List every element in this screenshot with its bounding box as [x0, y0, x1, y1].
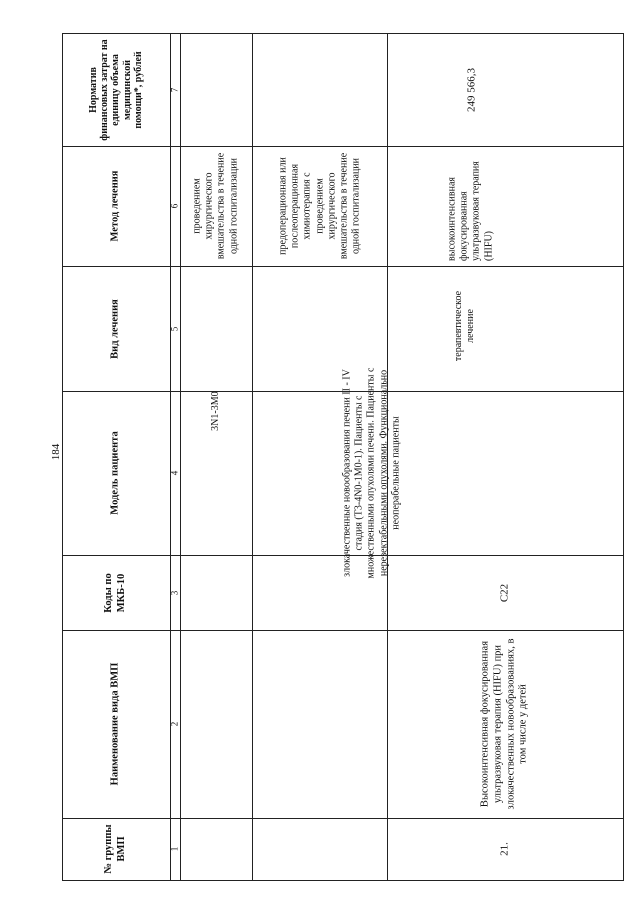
row2-method: предоперационная или послеоперационная химиотерапия с проведением хирургического вмешательства в течение одной госпитализации [276, 152, 361, 260]
col-number-6: 6 [169, 203, 180, 209]
header-method: Метод лечения [109, 170, 121, 242]
header-name: Наименование вида ВМП [109, 662, 121, 786]
row3-cost: 249 566,3 [465, 67, 478, 112]
page-number: 184 [50, 443, 62, 461]
row1-method: проведением хирургического вмешательства в течение одной госпитализации [191, 152, 240, 260]
row3-treatment: терапевтическое лечение [452, 290, 476, 362]
col-number-3: 3 [169, 590, 180, 595]
row3-codes: C22 [498, 583, 511, 602]
row3-model: злокачественные новообразования печени II - IV стадия (T3-4N0-1M0-1). Пациенты с множественными опухолями печени. Пациенты с нерезектабельными опухолями. Функционально неоперабельные пациенты [341, 367, 402, 579]
row3-group: 21. [498, 842, 511, 856]
vmp-table [62, 33, 624, 881]
header-group: № группы ВМП [103, 824, 127, 874]
row3-name: Высокоинтенсивная фокусированная ультразвуковая терапия (HIFU) при злокачественных новообразованиях, в том числе у детей [479, 638, 529, 810]
header-cost: Норматив финансовых затрат на единицу объема медицинской помощи*, рублей [88, 38, 144, 141]
row1-model: 3N1-3M0 [209, 391, 221, 431]
header-treatment: Вид лечения [109, 298, 121, 359]
col-number-2: 2 [169, 721, 180, 727]
col-number-1: 1 [169, 846, 180, 852]
col-number-7: 7 [169, 87, 180, 92]
header-model: Модель пациента [109, 431, 121, 515]
col-number-4: 4 [169, 470, 180, 476]
header-codes: Коды по МКБ-10 [103, 572, 127, 613]
row3-method: высокоинтенсивная фокусированная ультразвуковая терапия (HIFU) [446, 161, 495, 261]
col-number-5: 5 [169, 326, 180, 331]
